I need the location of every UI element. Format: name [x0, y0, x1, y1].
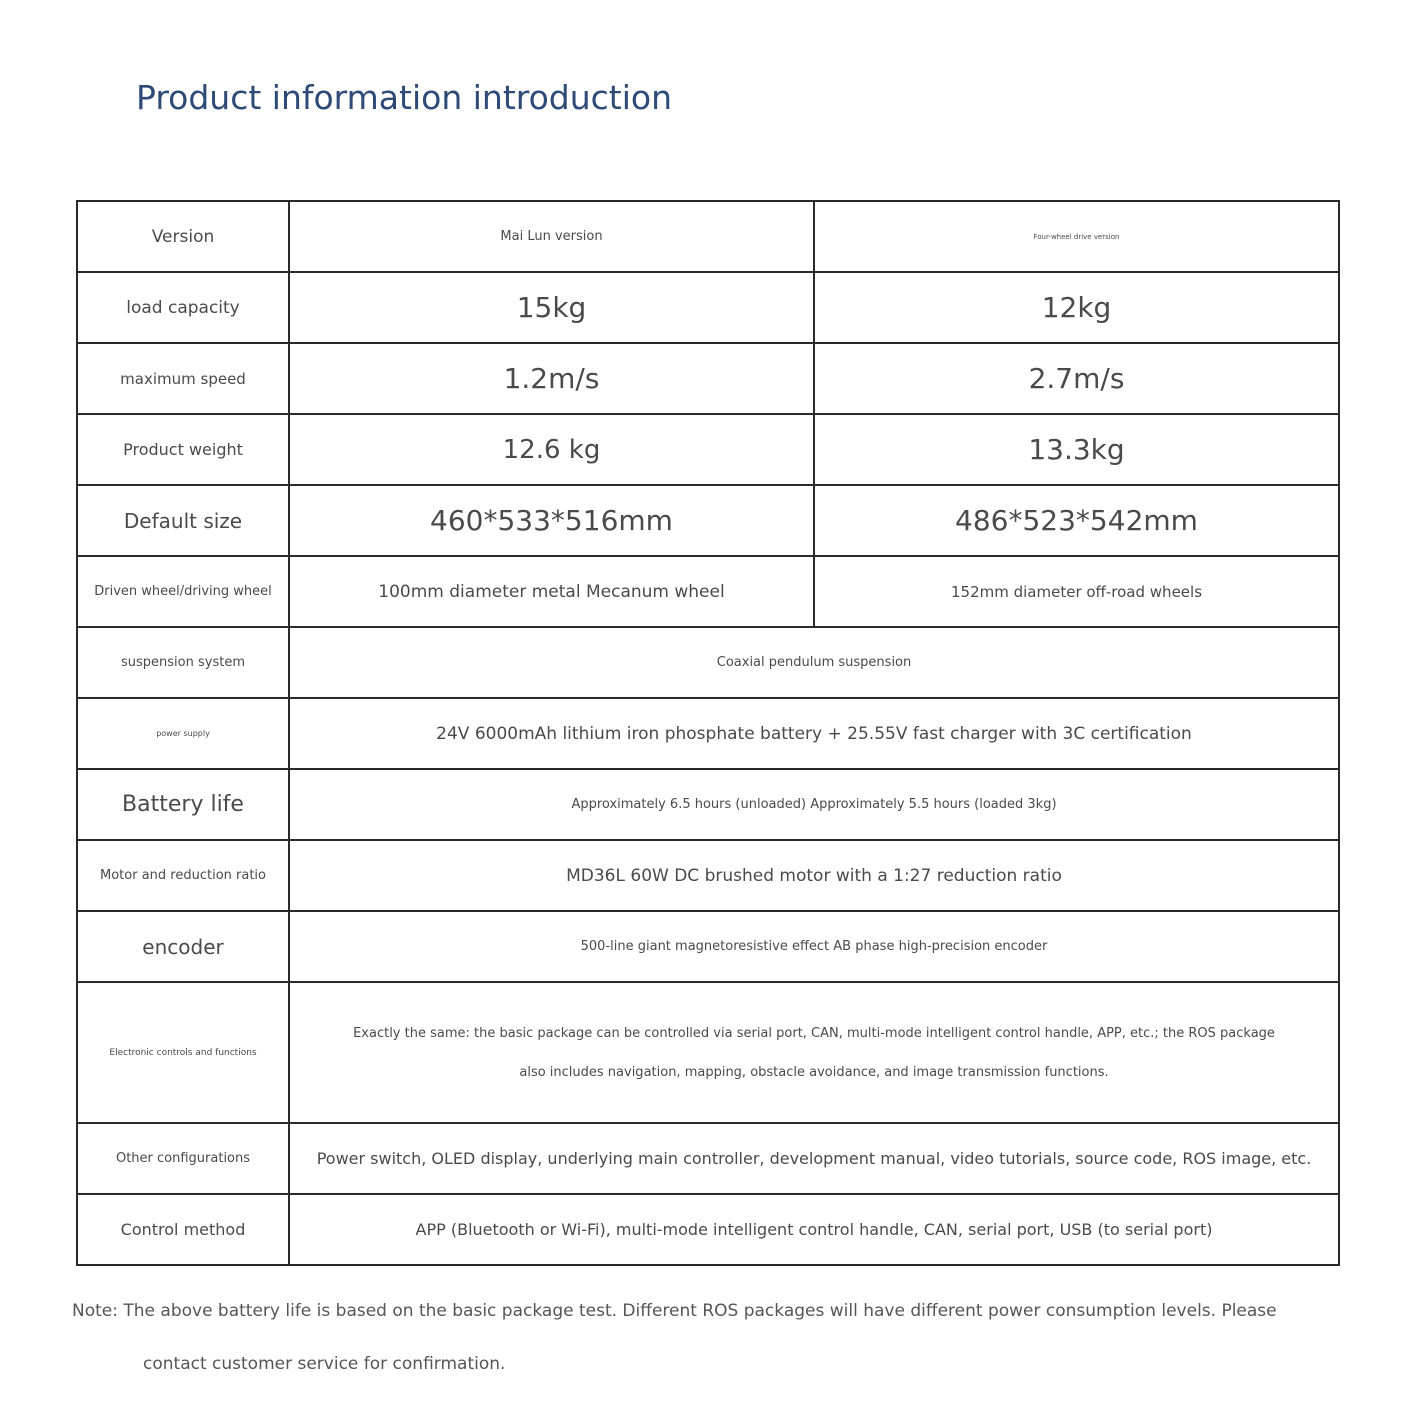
cell-max-speed-mai-lun: 1.2m/s [289, 343, 814, 414]
row-label-wheel: Driven wheel/driving wheel [77, 556, 289, 627]
row-label-encoder: encoder [77, 911, 289, 982]
cell-wheel-four-wheel: 152mm diameter off-road wheels [814, 556, 1339, 627]
row-label-load-capacity: load capacity [77, 272, 289, 343]
cell-max-speed-four-wheel: 2.7m/s [814, 343, 1339, 414]
row-label-power-supply: power supply [77, 698, 289, 769]
row-label-suspension: suspension system [77, 627, 289, 698]
table-row-wheel [77, 556, 1339, 627]
row-label-battery-life: Battery life [77, 769, 289, 840]
page-title: Product information introduction [136, 78, 673, 117]
table-row-power-supply [77, 698, 1339, 769]
footnote-line-2: contact customer service for confirmation. [143, 1354, 506, 1374]
cell-load-capacity-four-wheel: 12kg [814, 272, 1339, 343]
cell-motor: MD36L 60W DC brushed motor with a 1:27 reduction ratio [289, 840, 1339, 911]
footnote [72, 1298, 1322, 1377]
table-row-suspension [77, 627, 1339, 698]
table-row-other [77, 1123, 1339, 1194]
row-label-maximum-speed: maximum speed [77, 343, 289, 414]
table-row-maximum-speed [77, 343, 1339, 414]
cell-other: Power switch, OLED display, underlying main controller, development manual, video tutorials, source code, ROS image, etc. [289, 1123, 1339, 1194]
cell-load-capacity-mai-lun: 15kg [289, 272, 814, 343]
table-row-battery-life [77, 769, 1339, 840]
row-label-electronic: Electronic controls and functions [77, 982, 289, 1123]
row-label-version: Version [77, 201, 289, 272]
footnote-line-1: Note: The above battery life is based on the basic package test. Different ROS packages will have different power consumption levels. Please [72, 1301, 1277, 1321]
header-four-wheel-drive-version: Four-wheel drive version [814, 201, 1339, 272]
spec-table [76, 200, 1340, 1266]
table-row-encoder [77, 911, 1339, 982]
cell-product-weight-mai-lun: 12.6 kg [289, 414, 814, 485]
table-row-product-weight [77, 414, 1339, 485]
cell-control: APP (Bluetooth or Wi-Fi), multi-mode intelligent control handle, CAN, serial port, USB (to serial port) [289, 1194, 1339, 1265]
cell-power-supply: 24V 6000mAh lithium iron phosphate battery + 25.55V fast charger with 3C certification [289, 698, 1339, 769]
row-label-motor: Motor and reduction ratio [77, 840, 289, 911]
table-row-default-size [77, 485, 1339, 556]
table-row-version [77, 201, 1339, 272]
cell-product-weight-four-wheel: 13.3kg [814, 414, 1339, 485]
row-label-other: Other configurations [77, 1123, 289, 1194]
row-label-control: Control method [77, 1194, 289, 1265]
header-mai-lun-version: Mai Lun version [289, 201, 814, 272]
cell-encoder: 500-line giant magnetoresistive effect AB phase high-precision encoder [289, 911, 1339, 982]
cell-electronic [289, 982, 1339, 1123]
cell-suspension: Coaxial pendulum suspension [289, 627, 1339, 698]
table-row-control [77, 1194, 1339, 1265]
cell-battery-life: Approximately 6.5 hours (unloaded) Approximately 5.5 hours (loaded 3kg) [289, 769, 1339, 840]
electronic-line-2: also includes navigation, mapping, obstacle avoidance, and image transmission functions. [519, 1064, 1109, 1080]
electronic-line-1: Exactly the same: the basic package can be controlled via serial port, CAN, multi-mode intelligent control handle, APP, etc.; the ROS package [353, 1025, 1275, 1041]
cell-default-size-four-wheel: 486*523*542mm [814, 485, 1339, 556]
table-row-load-capacity [77, 272, 1339, 343]
row-label-product-weight: Product weight [77, 414, 289, 485]
cell-wheel-mai-lun: 100mm diameter metal Mecanum wheel [289, 556, 814, 627]
table-row-motor [77, 840, 1339, 911]
table-row-electronic [77, 982, 1339, 1123]
cell-default-size-mai-lun: 460*533*516mm [289, 485, 814, 556]
row-label-default-size: Default size [77, 485, 289, 556]
